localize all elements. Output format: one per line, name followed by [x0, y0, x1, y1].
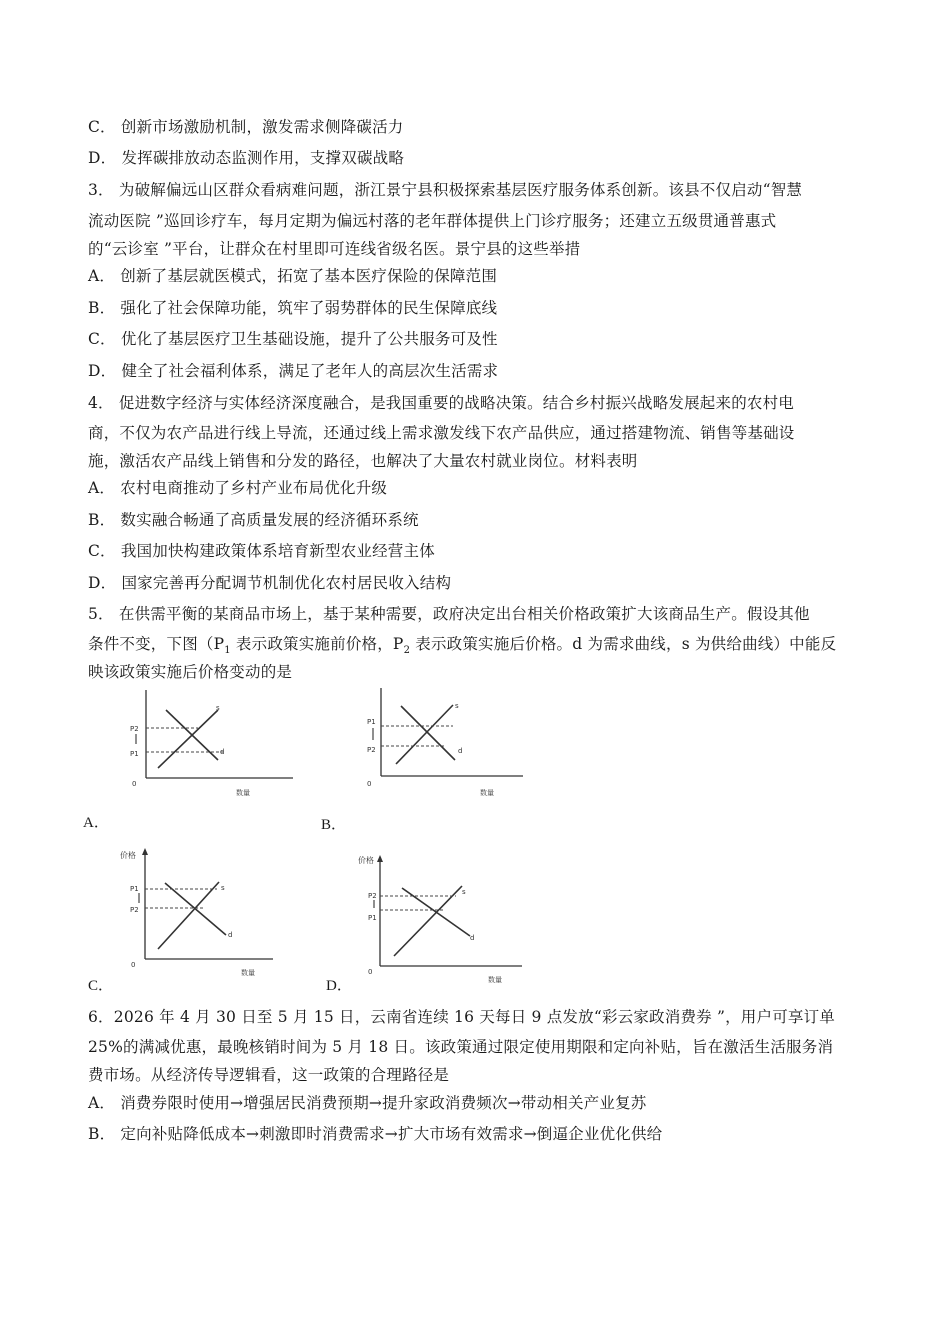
chart-a-xlabel: 数量 [236, 789, 250, 797]
chart-d-ylabel: 价格 [358, 856, 374, 865]
chart-c-svg [113, 845, 293, 980]
chart-c-demand-curve [165, 883, 226, 935]
q5-line2-c: 表示政策实施前价格，P [230, 635, 404, 653]
chart-c-p2-label: P2 [130, 906, 139, 914]
q5-line2-a: 条件不变，下图（P [88, 635, 225, 653]
q3-option-d: D． 健全了社会福利体系，满足了老年人的高层次生活需求 [88, 362, 499, 380]
chart-d-xlabel: 数量 [488, 976, 502, 984]
q3-stem-line2: 流动医院 ”巡回诊疗车，每月定期为偏远村落的老年群体提供上门诊疗服务；还建立五级贯通普惠式 [88, 212, 777, 230]
chart-c-ylabel: 价格 [120, 851, 136, 860]
chart-c-xlabel: 数量 [241, 969, 255, 977]
chart-c-d-label: d [228, 931, 233, 939]
chart-d-label: D． [326, 978, 352, 994]
q3-option-a: A． 创新了基层就医模式，拓宽了基本医疗保险的保障范围 [88, 267, 498, 285]
chart-b-p1-label: P1 [367, 718, 376, 726]
chart-a-svg [128, 688, 308, 800]
q3-option-b: B． 强化了社会保障功能，筑牢了弱势群体的民生保障底线 [88, 299, 498, 317]
chart-b-xlabel: 数量 [480, 789, 494, 797]
chart-d-d-label: d [470, 934, 475, 942]
q3-stem-line1: 3． 为破解偏远山区群众看病难问题，浙江景宁县积极探索基层医疗服务体系创新。该县不仅启动“智慧 [88, 181, 803, 199]
q6-option-a: A． 消费券限时使用→增强居民消费预期→提升家政消费频次→带动相关产业复苏 [88, 1094, 647, 1112]
chart-b-d-label: d [458, 747, 463, 755]
q4-stem-line3: 施，激活农产品线上销售和分发的路径，也解决了大量农村就业岗位。材料表明 [88, 452, 638, 470]
chart-d-p2-label: P2 [368, 892, 377, 900]
q5-stem-line1: 5． 在供需平衡的某商品市场上，基于某种需要，政府决定出台相关价格政策扩大该商品生产。假设其他 [88, 605, 810, 623]
q6-stem-line1: 6．2026 年 4 月 30 日至 5 月 15 日，云南省连续 16 天每日 9 点发放“彩云家政消费券 ”，用户可享订单 [88, 1008, 835, 1026]
chart-d-demand-curve [402, 888, 470, 936]
chart-a-p1-label: P1 [130, 750, 139, 758]
chart-a-origin: 0 [132, 780, 137, 788]
q6-stem-line3: 费市场。从经济传导逻辑看，这一政策的合理路径是 [88, 1066, 450, 1084]
chart-a-supply-curve [158, 710, 218, 768]
q4-option-b: B． 数实融合畅通了高质量发展的经济循环系统 [88, 511, 419, 529]
chart-a-label: A． [83, 815, 109, 831]
q4-option-c: C． 我国加快构建政策体系培育新型农业经营主体 [88, 542, 435, 560]
q6-option-b: B． 定向补贴降低成本→刺激即时消费需求→扩大市场有效需求→倒逼企业优化供给 [88, 1125, 663, 1143]
chart-b-demand-curve [401, 706, 455, 760]
q5-stem-line2 [88, 634, 836, 661]
q5-line2-sub2: 2 [403, 645, 411, 657]
chart-d-svg [352, 848, 532, 988]
q2-option-c: C． 创新市场激励机制，激发需求侧降碳活力 [88, 118, 404, 136]
chart-c-origin: 0 [131, 961, 136, 969]
chart-c-supply-curve [158, 882, 219, 949]
chart-c-s-label: s [221, 884, 225, 892]
chart-b [363, 688, 543, 804]
q5-line2-e: 表示政策实施后价格。d 为需求曲线，s 为供给曲线）中能反 [410, 635, 837, 653]
chart-b-svg [363, 688, 543, 800]
chart-c-label: C． [88, 978, 114, 994]
q5-stem-line3: 映该政策实施后价格变动的是 [88, 663, 293, 681]
chart-b-s-label: s [455, 702, 459, 710]
chart-b-origin: 0 [367, 780, 372, 788]
chart-a-s-label: s [216, 704, 220, 712]
chart-d [352, 848, 532, 992]
chart-b-supply-curve [396, 705, 453, 764]
chart-a-p2-label: P2 [130, 725, 139, 733]
q4-option-d: D． 国家完善再分配调节机制优化农村居民收入结构 [88, 574, 452, 592]
q4-stem-line1: 4． 促进数字经济与实体经济深度融合，是我国重要的战略决策。结合乡村振兴战略发展起来的农村电 [88, 394, 794, 412]
q5-line2-sub1: 1 [224, 645, 231, 657]
chart-c-y-arrowhead [142, 848, 148, 855]
chart-c [113, 845, 293, 984]
q3-option-c: C． 优化了基层医疗卫生基础设施，提升了公共服务可及性 [88, 330, 498, 348]
q4-stem-line2: 商，不仅为农产品进行线上导流，还通过线上需求激发线下农产品供应，通过搭建物流、销售等基础设 [88, 424, 795, 442]
chart-b-label: B． [321, 817, 347, 833]
chart-c-p1-label: P1 [130, 885, 139, 893]
chart-a-d-label: d [220, 748, 225, 756]
chart-d-origin: 0 [368, 968, 373, 976]
q4-option-a: A． 农村电商推动了乡村产业布局优化升级 [88, 479, 388, 497]
chart-d-s-label: s [462, 888, 466, 896]
q2-option-d: D． 发挥碳排放动态监测作用，支撑双碳战略 [88, 149, 405, 167]
chart-d-y-arrowhead [377, 855, 383, 862]
chart-b-p2-label: P2 [367, 746, 376, 754]
chart-a [128, 688, 308, 804]
q3-stem-line3: 的“云诊室 ”平台，让群众在村里即可连线省级名医。景宁县的这些举措 [88, 240, 581, 258]
q6-stem-line2: 25%的满减优惠，最晚核销时间为 5 月 18 日。该政策通过限定使用期限和定向补贴，旨在激活生活服务消 [88, 1038, 834, 1056]
chart-d-p1-label: P1 [368, 914, 377, 922]
